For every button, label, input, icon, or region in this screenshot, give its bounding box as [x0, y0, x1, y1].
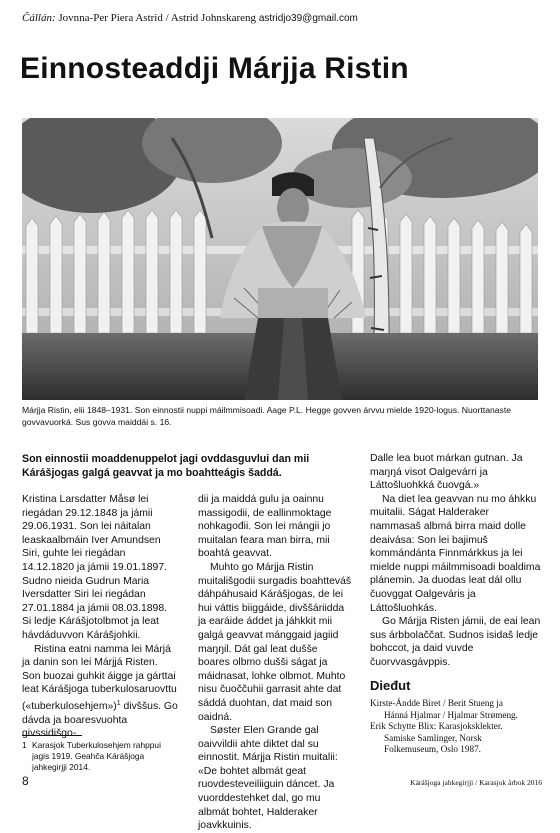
paragraph-text: Go dávda ja boaresvuohta givssidišgo- — [22, 700, 178, 740]
source-line: Erik Schytte Blix: Karasjoksklekter. — [370, 721, 503, 732]
footnote-text: Karasjok Tuberkulosehjem rahppui jagis 1919. Geahča Kárášjoga jahkegirjji 2014. — [32, 740, 161, 772]
page-title: Einnosteaddji Márjja Ristin — [20, 52, 409, 85]
paragraph: Na diet lea geavvan nu mo áhkku muitalii. Ságat Halderaker nammasaš albmá birra maid dolle deaivása: Son lei bajimuš kommándánta Finnmárkkus ja lei mielde nuppi máilmmisoadi boaldima plánemin. Ja duodas leat dál ollu čuovggat Oalgeváris ja Láttošluohkás. — [370, 493, 541, 614]
paragraph: Go Márjja Risten jámii, de eai lean sus árbbolaččat. Sudnos isidaš ledje bohccot, ja daid vuvde čuorvvasgávppis. — [370, 616, 541, 668]
photo-caption: Márjja Ristin, elii 1848–1931. Son einnostii nuppi máilmmisoadi. Aage P.L. Hegge govven árvvu mielde 1920-logus. Nuorttanaste govvavuorká. Sus govva maiddái s. 16. — [22, 405, 512, 427]
paragraph: dii ja maiddá gulu ja oainnu massigodii, de eallinmoktage nohkagođii. Son lei mángii jo muitalan feara man birra, mii boahtá geavvat. — [198, 494, 332, 560]
byline-authors: Jovnna-Per Piera Astrid / Astrid Johnskareng — [58, 12, 257, 24]
body-column-2 — [198, 493, 352, 833]
paragraph-text: divššus. — [120, 700, 162, 712]
footnote-ref: 1 — [116, 699, 121, 707]
paragraph: Søster Elen Grande gal oaivvildii ahte diktet dal su einnostit. Márjja Ristin muitalii: «De bohtet albmát geat ruovdesteveiliiguin dáncet. Ja vuorddestehket dal, go mu albmát bohtet, Halderaker joavkkuinis. — [198, 725, 338, 832]
footnote-divider — [22, 735, 82, 736]
body-column-3 — [370, 452, 542, 670]
paragraph: Muhto go Márjja Ristin muitališgodii surgadis boahtteváš dáhpáhusaid Kárášjogas, de lei hui váttis biiggáide, divššáriidda ja earáide áddet ja jáhkkit mii galgá geavvat mánggaid jagiid maŋŋil. Dát gal leat dušše boares olbmo dušši ságat ja máidnasat, lohke olbmot. Muhto nisu čuoččuhii garrasit ahte dat sáddá duohtan, dat maid son oaidná. — [198, 561, 352, 723]
source-line: Kirste-Ándde Biret / Berit Stueng ja — [370, 698, 503, 708]
source-line: Hánná Hjalmar / Hjalmar Strømeng. — [384, 709, 518, 720]
byline — [22, 12, 542, 24]
byline-email: astridjo39@gmail.com — [258, 13, 358, 24]
body-column-1 — [22, 493, 178, 741]
paragraph: Kristina Larsdatter Måsø lei riegádan 29.12.1848 ja jámii 29.06.1931. Son lei náitalan leaskaalbmáin Iver Amundsen Siri, guhte lei riegádan 14.12.1820 ja jámii 19.01.1897. Sudno nieida Gudrun Maria Iversdatter Siri lei riegádan 27.01.1884 ja jámii 08.03.1898. Si ledje Kárášjotolbmot ja leat hávdáduvvon Kárášjohkii. — [22, 494, 168, 641]
journal-footer: Kárášjoga jahkegirjji / Karasjok årbok 2016 — [410, 778, 542, 787]
lead-paragraph: Son einnostii moaddenuppelot jagi ovddasguvlui dan mii Kárášjogas galgá geavvat ja mo boahtteágis šaddá. — [22, 453, 310, 479]
page-number: 8 — [22, 774, 29, 788]
photo-marja-ristin — [22, 118, 538, 400]
sources-list — [370, 698, 542, 756]
photo-illustration — [22, 118, 538, 400]
footnote-number: 1 — [22, 740, 27, 750]
paragraph-text: Ristina eatni namma lei Márjá ja danin son lei Márjjá Risten. Son buozai guhkit áigge ja gárttai leat Kárášjoga tuberkulosaruovttu («tuberkulosehjem») — [22, 643, 177, 712]
source-line: Samiske Samlinger, Norsk — [384, 732, 482, 743]
source-line: Folkemuseum, Oslo 1987. — [384, 744, 481, 755]
paragraph — [22, 643, 178, 741]
byline-label: Čállán: — [22, 12, 56, 24]
paragraph: Dalle lea buot márkan gutnan. Ja maŋŋá visot Oalgevárri ja Láttošluohkká čuovgá.» — [370, 453, 523, 492]
sources-heading: Dieđut — [370, 678, 411, 693]
footnote — [22, 740, 178, 773]
